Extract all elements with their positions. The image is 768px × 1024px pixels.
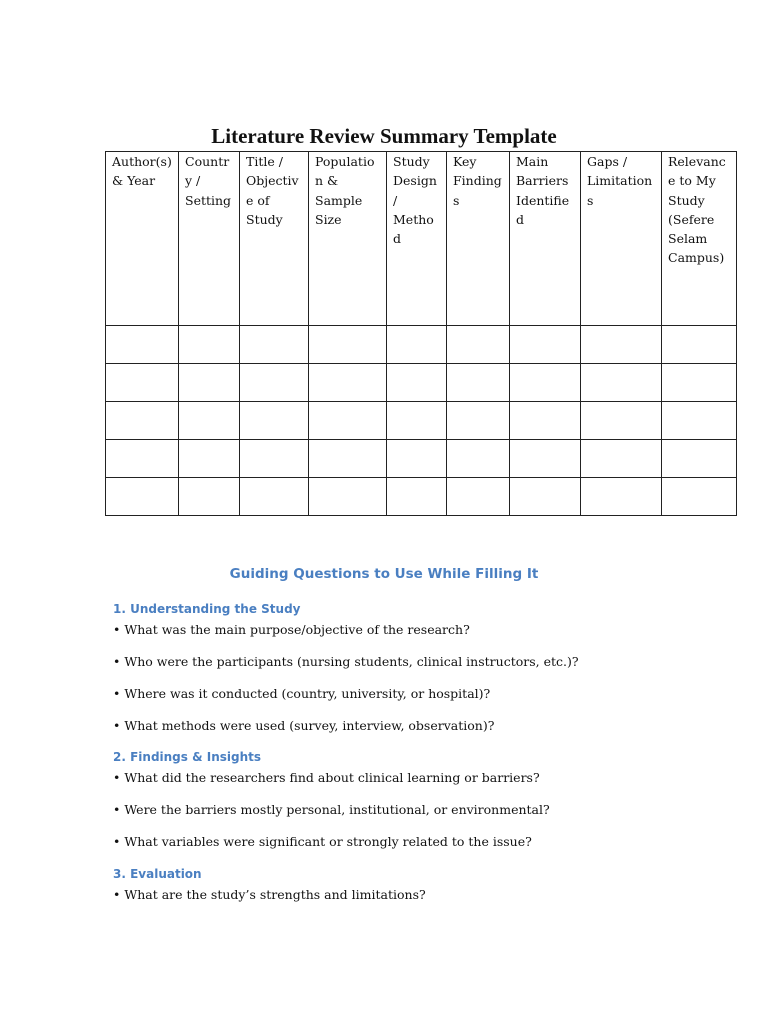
table-cell[interactable] — [387, 402, 447, 440]
table-cell[interactable] — [387, 440, 447, 478]
section-title-evaluation: 3. Evaluation — [113, 867, 202, 881]
table-cell[interactable] — [662, 440, 737, 478]
table-cell[interactable] — [240, 326, 309, 364]
header-gaps-limitations: Gaps / Limitations — [581, 152, 662, 326]
table-cell[interactable] — [662, 326, 737, 364]
table-cell[interactable] — [581, 440, 662, 478]
header-study-design: Study Design / Method — [387, 152, 447, 326]
table-cell[interactable] — [179, 326, 240, 364]
table-cell[interactable] — [179, 402, 240, 440]
table-row — [106, 478, 737, 516]
table-cell[interactable] — [309, 402, 387, 440]
question-item: • Where was it conducted (country, university, or hospital)? — [113, 686, 491, 701]
table-cell[interactable] — [447, 402, 510, 440]
header-country-setting: Country / Setting — [179, 152, 240, 326]
question-item: • What variables were significant or strongly related to the issue? — [113, 834, 532, 849]
table-cell[interactable] — [447, 440, 510, 478]
header-main-barriers: Main Barriers Identified — [510, 152, 581, 326]
table-cell[interactable] — [387, 478, 447, 516]
table-cell[interactable] — [106, 440, 179, 478]
table-header-row — [106, 152, 737, 326]
table-cell[interactable] — [510, 364, 581, 402]
table-cell[interactable] — [309, 478, 387, 516]
table-cell[interactable] — [309, 364, 387, 402]
table-cell[interactable] — [179, 478, 240, 516]
table-cell[interactable] — [447, 326, 510, 364]
section-title-findings: 2. Findings & Insights — [113, 750, 262, 764]
header-population-sample: Population & Sample Size — [309, 152, 387, 326]
document-title: Literature Review Summary Template — [211, 124, 557, 148]
table-cell[interactable] — [309, 326, 387, 364]
table-cell[interactable] — [179, 364, 240, 402]
table-cell[interactable] — [240, 402, 309, 440]
table-cell[interactable] — [240, 440, 309, 478]
question-item: • What was the main purpose/objective of the research? — [113, 622, 470, 637]
table-cell[interactable] — [510, 402, 581, 440]
table-cell[interactable] — [662, 364, 737, 402]
table-cell[interactable] — [447, 478, 510, 516]
table-cell[interactable] — [106, 402, 179, 440]
table-row — [106, 364, 737, 402]
table-row — [106, 326, 737, 364]
table-cell[interactable] — [510, 440, 581, 478]
header-title-objective: Title / Objective of Study — [240, 152, 309, 326]
table-cell[interactable] — [510, 326, 581, 364]
section-title-understanding: 1. Understanding the Study — [113, 602, 301, 616]
table-cell[interactable] — [106, 364, 179, 402]
table-cell[interactable] — [581, 364, 662, 402]
table-cell[interactable] — [106, 326, 179, 364]
table-cell[interactable] — [581, 402, 662, 440]
table-cell[interactable] — [662, 478, 737, 516]
table-cell[interactable] — [581, 326, 662, 364]
table-cell[interactable] — [581, 478, 662, 516]
header-key-findings: Key Findings — [447, 152, 510, 326]
header-relevance: Relevance to My Study (Sefere Selam Campus) — [662, 152, 737, 326]
question-item: • Who were the participants (nursing students, clinical instructors, etc.)? — [113, 654, 579, 669]
table-cell[interactable] — [106, 478, 179, 516]
question-item: • What methods were used (survey, interview, observation)? — [113, 718, 495, 733]
question-item: • What are the study’s strengths and limitations? — [113, 887, 426, 902]
header-authors-year: Author(s) & Year — [106, 152, 179, 326]
question-item: • What did the researchers find about clinical learning or barriers? — [113, 770, 540, 785]
question-item: • Were the barriers mostly personal, institutional, or environmental? — [113, 802, 550, 817]
table-cell[interactable] — [240, 478, 309, 516]
table-row — [106, 440, 737, 478]
table-cell[interactable] — [662, 402, 737, 440]
table-cell[interactable] — [240, 364, 309, 402]
guiding-questions-heading: Guiding Questions to Use While Filling It — [229, 566, 539, 582]
table-cell[interactable] — [510, 478, 581, 516]
table-cell[interactable] — [309, 440, 387, 478]
table-cell[interactable] — [387, 326, 447, 364]
table-cell[interactable] — [179, 440, 240, 478]
literature-review-table — [105, 151, 737, 516]
table-cell[interactable] — [447, 364, 510, 402]
table-row — [106, 402, 737, 440]
table-cell[interactable] — [387, 364, 447, 402]
